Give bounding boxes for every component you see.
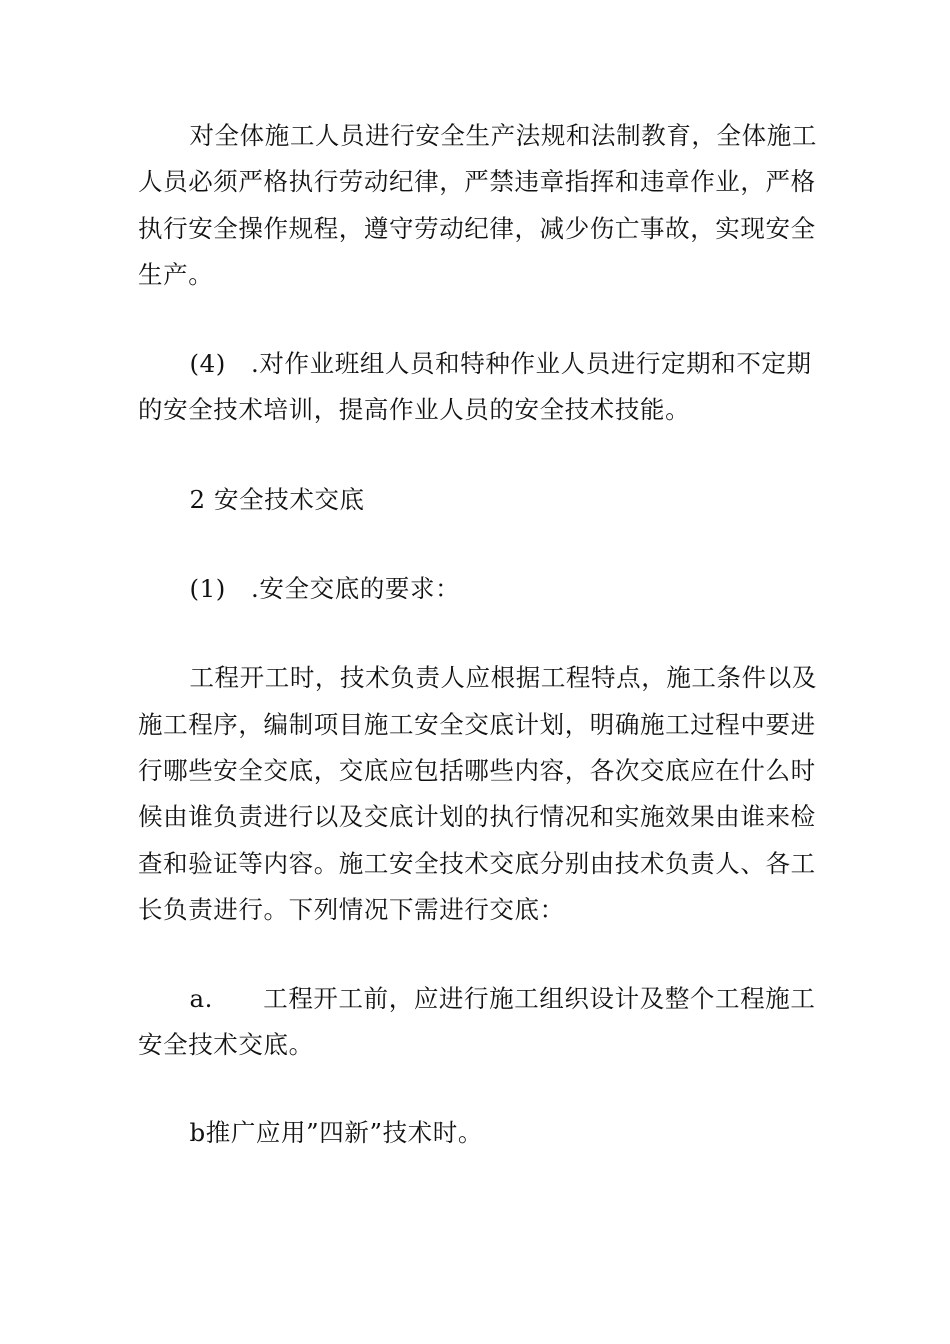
document-body xyxy=(138,113,828,1156)
paragraph-item-1-requirements: (1) .安全交底的要求： xyxy=(189,574,461,604)
paragraph-item-b: b推广应用”四新”技术时。 xyxy=(189,1117,483,1147)
paragraph-item-a: a. 工程开工前，应进行施工组织设计及整个工程施工安全技术交底。 xyxy=(138,984,816,1060)
paragraph-item-4-training: (4) .对作业班组人员和特种作业人员进行定期和不定期的安全技术培训，提高作业人员的安全技术技能。 xyxy=(138,349,812,425)
paragraph-safety-education: 对全体施工人员进行安全生产法规和法制教育，全体施工人员必须严格执行劳动纪律，严禁违章指挥和违章作业，严格执行安全操作规程，遵守劳动纪律，减少伤亡事故，实现安全生产。 xyxy=(138,121,817,289)
paragraph-briefing-plan: 工程开工时，技术负责人应根据工程特点，施工条件以及施工程序，编制项目施工安全交底计划，明确施工过程中要进行哪些安全交底，交底应包括哪些内容，各次交底应在什么时候由谁负责进行以及交底计划的执行情况和实施效果由谁来检查和验证等内容。施工安全技术交底分别由技术负责人、各工长负责进行。下列情况下需进行交底： xyxy=(138,663,817,924)
section-heading-safety-briefing: 2 安全技术交底 xyxy=(189,484,365,514)
